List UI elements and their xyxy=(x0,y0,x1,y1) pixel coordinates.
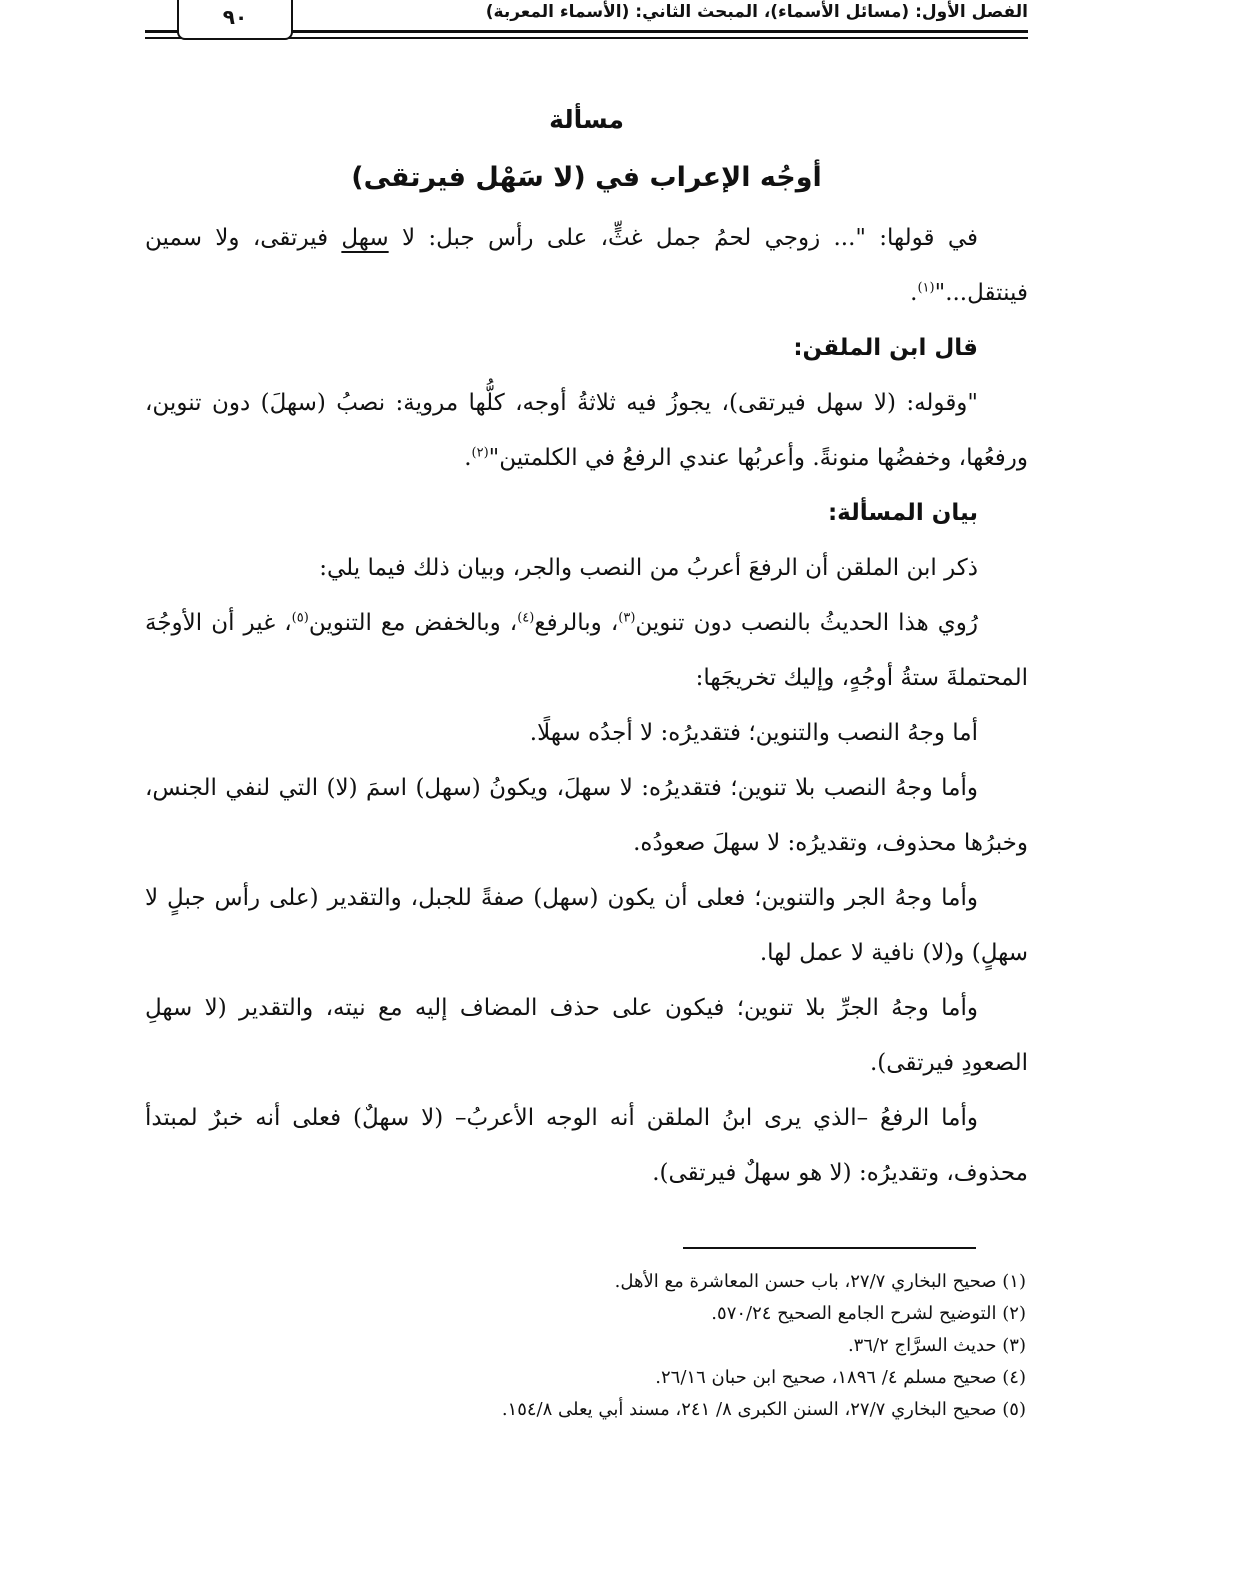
narration-text-a: رُوي هذا الحديثُ بالنصب دون تنوين xyxy=(635,610,978,636)
page-number: ٩٠ xyxy=(177,0,293,40)
footnote-ref-4[interactable]: (٤) xyxy=(517,610,535,626)
narration-text-d: ، غير أن الأوجُهَ المحتملةَ ستةُ أوجُهٍ، وإليك تخريجَها: xyxy=(145,610,1028,691)
quote-paragraph xyxy=(145,376,1028,486)
footnote-ref-5[interactable]: (٥) xyxy=(291,610,309,626)
footnote-3: (٣) حديث السرَّاج ٣٦/٢. xyxy=(847,1335,1026,1356)
narration-text-c: ، وبالخفض مع التنوين xyxy=(308,610,518,636)
running-header-title: الفصل الأول: (مسائل الأسماء)، المبحث الثاني: (الأسماء المعربة) xyxy=(485,2,1028,22)
explanation-heading: بيان المسألة: xyxy=(827,500,978,526)
intro-text-start: في قولها: "... زوجي لحمُ جمل غثٍّ، على رأس جبل: لا xyxy=(388,225,978,251)
footnote-ref-1[interactable]: (١) xyxy=(917,280,935,296)
paragraph-narrations xyxy=(145,596,1028,706)
page-header xyxy=(145,0,1028,46)
footnote-ref-3[interactable]: (٣) xyxy=(618,610,636,626)
paragraph-nasb-no-tanwin: وأما وجهُ النصب بلا تنوين؛ فتقديرُه: لا سهلَ، ويكونُ (سهل) اسمَ (لا) التي لنفي الجنس، وخبرُها محذوف، وتقديرُه: لا سهلَ صعودُه. xyxy=(145,775,1028,856)
intro-text-end: فيرتقى، ولا سمين فينتقل..." xyxy=(145,225,1028,306)
footnotes xyxy=(326,1266,1026,1426)
page-body xyxy=(145,95,1028,1201)
footnote-2: (٢) التوضيح لشرح الجامع الصحيح ٥٧٠/٢٤. xyxy=(711,1303,1026,1324)
quote-period: . xyxy=(464,445,472,471)
footnote-separator xyxy=(683,1247,976,1249)
narration-text-b: ، وبالرفع xyxy=(534,610,619,636)
quote-heading: قال ابن الملقن: xyxy=(793,335,978,361)
paragraph-raf: وأما الرفعُ –الذي يرى ابنُ الملقن أنه الوجه الأعربُ– (لا سهلٌ) فعلى أنه خبرٌ لمبتدأ محذوف، وتقديرُه: (لا هو سهلٌ فيرتقى). xyxy=(145,1105,1028,1186)
paragraph-summary: ذكر ابن الملقن أن الرفعَ أعربُ من النصب والجر، وبيان ذلك فيما يلي: xyxy=(319,555,978,581)
footnote-1: (١) صحيح البخاري ٢٧/٧، باب حسن المعاشرة مع الأهل. xyxy=(614,1271,1026,1292)
footnote-ref-2[interactable]: (٢) xyxy=(471,445,489,461)
intro-period: . xyxy=(910,280,918,306)
underlined-word: سهل xyxy=(341,225,389,251)
intro-paragraph xyxy=(145,211,1028,321)
quote-text: "وقوله: (لا سهل فيرتقى)، يجوزُ فيه ثلاثةُ أوجه، كلُّها مروية: نصبُ (سهلَ) دون تنوين، ورفعُها، وخفضُها منونةً. وأعربُها عندي الرفعُ في الكلمتين" xyxy=(145,390,1028,471)
paragraph-nasb-tanwin: أما وجهُ النصب والتنوين؛ فتقديرُه: لا أجدُه سهلًا. xyxy=(529,720,978,746)
page-title: أوجُه الإعراب في (لا سَهْل فيرتقى) xyxy=(351,162,822,193)
section-label: مسألة xyxy=(549,105,624,134)
paragraph-jarr-tanwin: وأما وجهُ الجر والتنوين؛ فعلى أن يكون (سهل) صفةً للجبل، والتقدير (على رأس جبلٍ لا سهلٍ) و(لا) نافية لا عمل لها. xyxy=(145,885,1028,966)
paragraph-jarr-no-tanwin: وأما وجهُ الجرِّ بلا تنوين؛ فيكون على حذف المضاف إليه مع نيته، والتقدير (لا سهلِ الصعودِ فيرتقى). xyxy=(145,995,1028,1076)
footnote-4: (٤) صحيح مسلم ٤/ ١٨٩٦، صحيح ابن حبان ٢٦/١٦. xyxy=(655,1367,1026,1388)
footnote-5: (٥) صحيح البخاري ٢٧/٧، السنن الكبرى ٨/ ٢٤١، مسند أبي يعلى ١٥٤/٨. xyxy=(501,1399,1026,1420)
